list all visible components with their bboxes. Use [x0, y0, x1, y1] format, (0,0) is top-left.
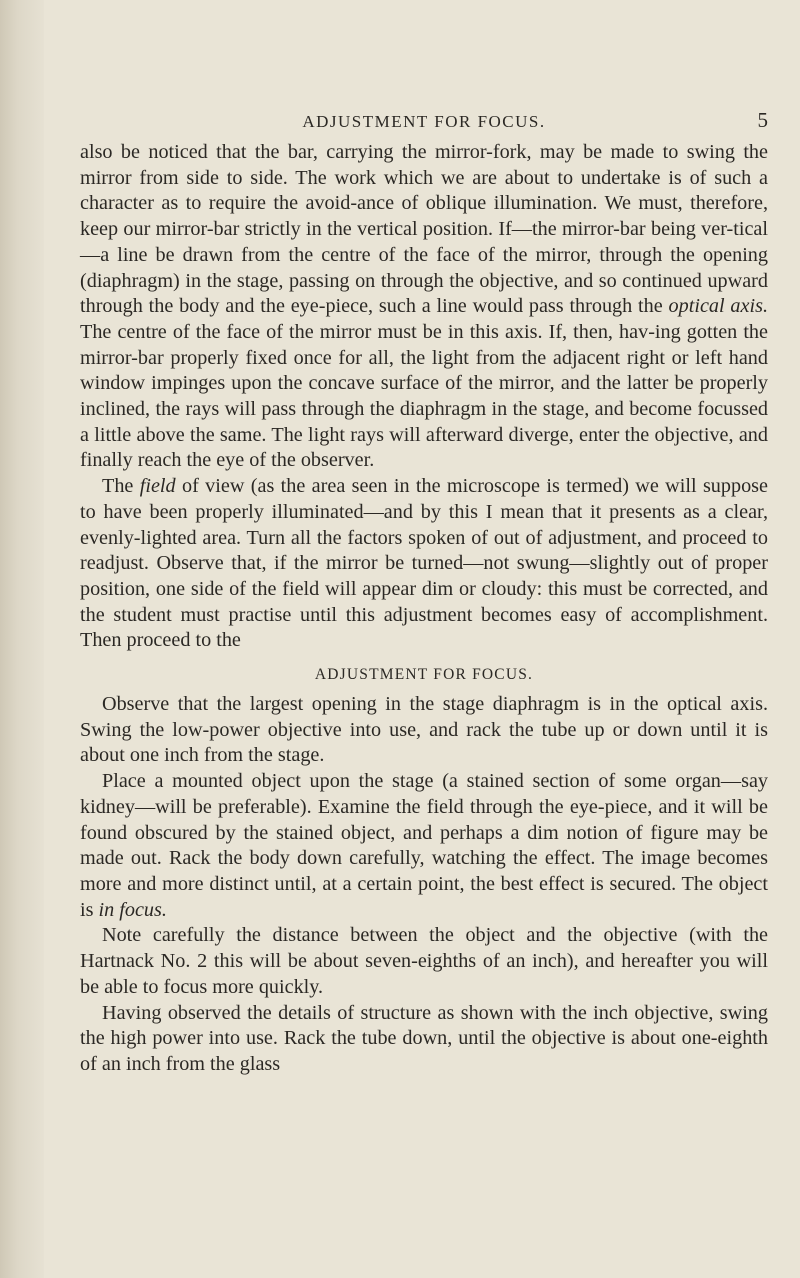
paragraph-4: Place a mounted object upon the stage (a stained section of some organ—say kidney—will be preferable). Examine the field through the eye-piece, and it will be found obscured by the stained object, and perhaps a dim notion of figure may be made out. Rack the body down carefully, watching the effect. The image becomes more and more distinct until, at a certain point, the best effect is secured. The object is in focus. [80, 770, 768, 921]
paragraph-6: Having observed the details of structure as shown with the inch objective, swing the high power into use. Rack the tube down, until the objective is about one-eighth of an inch from the glass [80, 1001, 768, 1075]
paragraph-2: The field of view (as the area seen in the microscope is termed) we will suppose to have been properly illuminated—and by this I mean that it presents as a clear, evenly-lighted area. Turn all the factors spoken of out of adjustment, and proceed to readjust. Observe that, if the mirror be turned—not swung—slightly out of proper position, one side of the field will appear dim or cloudy: this must be corrected, and the student must practise until this adjustment becomes easy of accomplishment. Then proceed to the [80, 475, 768, 652]
emphasis-field: field [139, 475, 176, 498]
page-number: 5 [757, 108, 768, 132]
emphasis-in-focus: in focus. [98, 898, 167, 921]
body-text [80, 140, 768, 1078]
paragraph-3: Observe that the largest opening in the stage diaphragm is in the optical axis. Swing the low-power objective into use, and rack the tube up or down until it is about one inch from the stage. [80, 693, 768, 767]
paragraph-5: Note carefully the distance between the object and the objective (with the Hartnack No. 2 this will be about seven-eighths of an inch), and hereafter you will be able to focus more quickly. [80, 924, 768, 998]
page-edge-shadow [0, 0, 44, 1278]
running-head: ADJUSTMENT FOR FOCUS. [302, 112, 546, 131]
page-header [80, 108, 768, 138]
section-heading: ADJUSTMENT FOR FOCUS. [314, 666, 534, 684]
paragraph-1: also be noticed that the bar, carrying the mirror-fork, may be made to swing the mirror from side to side. The work which we are about to undertake is of such a character as to require the avoid-ance of oblique illumination. We must, therefore, keep our mirror-bar strictly in the vertical position. If—the mirror-bar being ver-tical—a line be drawn from the centre of the face of the mirror, through the opening (diaphragm) in the stage, passing on through the objective, and so continued upward through the body and the eye-piece, such a line would pass through the optical axis. The centre of the face of the mirror must be in this axis. If, then, hav-ing gotten the mirror-bar properly fixed once for all, the light from the adjacent right or left hand window impinges upon the concave surface of the mirror, and the latter be properly inclined, the rays will pass through the diaphragm in the stage, and become focussed a little above the same. The light rays will afterward diverge, enter the objective, and finally reach the eye of the observer. [80, 141, 768, 472]
emphasis-optical-axis: optical axis. [668, 295, 768, 318]
